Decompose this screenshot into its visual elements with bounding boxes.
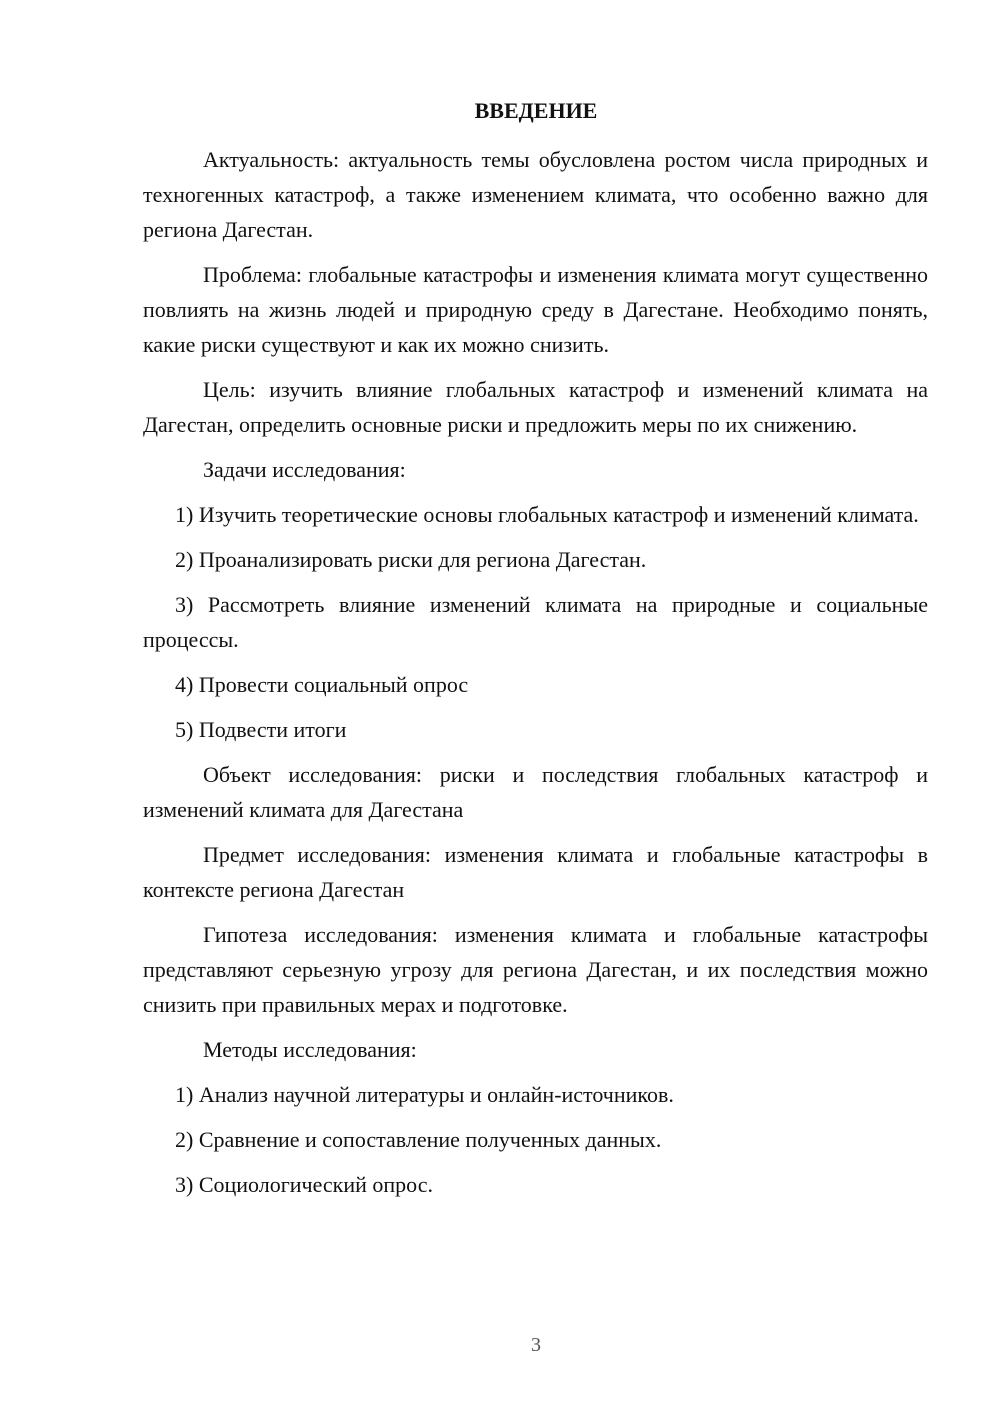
section-title: ВВЕДЕНИЕ [474, 98, 598, 123]
paragraph-object: Объект исследования: риски и последствия глобальных катастроф и изменений климата для Дагестана [143, 762, 928, 822]
task-item-2: 2) Проанализировать риски для региона Дагестан. [175, 547, 647, 572]
paragraph-goal: Цель: изучить влияние глобальных катастроф и изменений климата на Дагестан, определить основные риски и предложить меры по их снижению. [143, 377, 928, 437]
task-item-1: 1) Изучить теоретические основы глобальных катастроф и изменений климата. [175, 502, 919, 527]
method-item-2: 2) Сравнение и сопоставление полученных данных. [175, 1127, 662, 1152]
document-body [143, 142, 928, 1212]
task-item-3: 3) Рассмотреть влияние изменений климата на природные и социальные процессы. [143, 592, 928, 652]
task-item-4: 4) Провести социальный опрос [175, 672, 469, 697]
paragraph-relevance: Актуальность: актуальность темы обусловлена ростом числа природных и техногенных катастроф, а также изменением климата, что особенно важно для региона Дагестан. [143, 147, 928, 242]
paragraph-methods-heading: Методы исследования: [203, 1037, 417, 1062]
task-item-5: 5) Подвести итоги [175, 717, 347, 742]
paragraph-hypothesis: Гипотеза исследования: изменения климата и глобальные катастрофы представляют серьезную угрозу для региона Дагестан, и их последствия можно снизить при правильных мерах и подготовке. [143, 922, 928, 1017]
method-item-1: 1) Анализ научной литературы и онлайн-источников. [175, 1082, 674, 1107]
method-item-3: 3) Социологический опрос. [175, 1172, 433, 1197]
paragraph-problem: Проблема: глобальные катастрофы и изменения климата могут существенно повлиять на жизнь людей и природную среду в Дагестане. Необходимо понять, какие риски существуют и как их можно снизить. [143, 262, 928, 357]
page-number: 3 [531, 1334, 541, 1356]
paragraph-tasks-heading: Задачи исследования: [203, 457, 406, 482]
paragraph-subject: Предмет исследования: изменения климата и глобальные катастрофы в контексте региона Дагестан [143, 842, 928, 902]
